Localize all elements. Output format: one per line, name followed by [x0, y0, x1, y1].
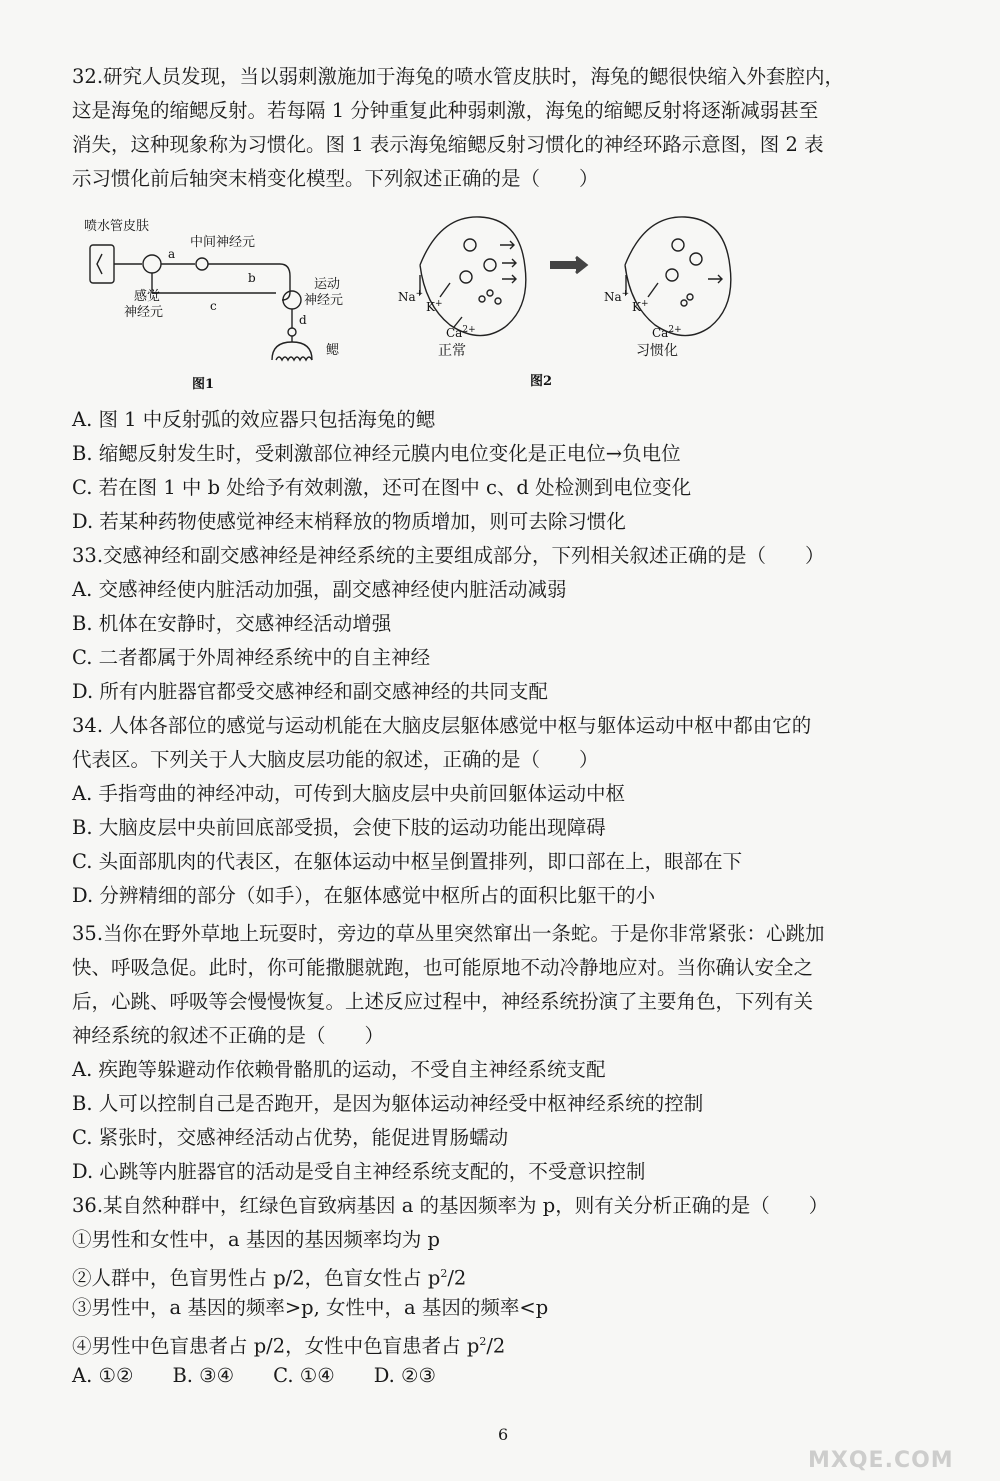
label-na-normal: Na+: [398, 289, 424, 304]
figure-1-caption: 图1: [192, 377, 215, 392]
page-number: 6: [498, 1425, 509, 1444]
label-interneuron: 中间神经元: [190, 235, 256, 250]
q32-stem-line-2: 这是海兔的缩鳃反射。若每隔 1 分钟重复此种弱刺激，海兔的缩鳃反射将逐渐减弱甚至: [72, 99, 819, 122]
q35-stem-line-4: 神经系统的叙述不正确的是（ ）: [72, 1024, 385, 1047]
q34-stem-line-1: 34. 人体各部位的感觉与运动机能在大脑皮层躯体感觉中枢与躯体运动中枢中都由它的: [72, 714, 812, 737]
label-gill: 鳃: [326, 343, 340, 358]
q36-statement-1: ①男性和女性中，a 基因的基因频率均为 p: [72, 1228, 441, 1251]
label-motor-2: 神经元: [304, 293, 344, 308]
label-habituation: 习惯化: [636, 343, 678, 359]
label-sensory-2: 神经元: [124, 305, 164, 320]
label-normal: 正常: [438, 343, 466, 359]
q35-option-b: B. 人可以控制自己是否跑开，是因为躯体运动神经受中枢神经系统的控制: [72, 1092, 704, 1115]
q36-statement-2: ②人群中，色盲男性占 p/2，色盲女性占 $p^2/2$: [72, 1266, 467, 1290]
q34-option-a: A. 手指弯曲的神经冲动，可传到大脑皮层中央前回躯体运动中枢: [72, 782, 625, 805]
q36-choices: A. ①② B. ③④ C. ①④ D. ②③: [72, 1364, 437, 1387]
label-ca-habit: $Ca^{2+}$: [652, 325, 682, 340]
interneuron-body: [196, 258, 208, 270]
q35-stem-line-3: 后，心跳、呼吸等会慢慢恢复。上述反应过程中，神经系统扮演了主要角色，下列有关: [72, 990, 814, 1013]
q32-option-d: D. 若某种药物使感觉神经末梢释放的物质增加，则可去除习惯化: [72, 510, 626, 533]
label-k-habit: K+: [632, 299, 649, 314]
q34-stem-line-2: 代表区。下列关于人大脑皮层功能的叙述，正确的是（ ）: [72, 748, 599, 771]
q36-statement-4: ④男性中色盲患者占 p/2，女性中色盲患者占 $p^2/2$: [72, 1334, 506, 1358]
label-a: a: [168, 247, 176, 261]
q35-option-d: D. 心跳等内脏器官的活动是受自主神经系统支配的，不受意识控制: [72, 1160, 646, 1183]
q35-stem-line-1: 35.当你在野外草地上玩耍时，旁边的草丛里突然窜出一条蛇。于是你非常紧张：心跳加: [72, 922, 825, 945]
watermark-text: MXQE.COM: [808, 1448, 954, 1473]
label-c: c: [210, 299, 217, 313]
q33-option-a: A. 交感神经使内脏活动加强，副交感神经使内脏活动减弱: [72, 578, 567, 601]
q33-stem: 33.交感神经和副交感神经是神经系统的主要组成部分，下列相关叙述正确的是（ ）: [72, 544, 825, 567]
figure-2-axon-terminal-model: [390, 205, 950, 395]
q34-option-d: D. 分辨精细的部分（如手），在躯体感觉中枢所占的面积比躯干的小: [72, 884, 656, 907]
label-na-habit: Na+: [604, 289, 630, 304]
skin-box: [90, 245, 114, 283]
label-d: d: [299, 313, 307, 327]
normal-terminal: [420, 217, 526, 336]
q32-stem-line-4: 示习惯化前后轴突末梢变化模型。下列叙述正确的是（ ）: [72, 167, 599, 190]
label-sensory-1: 感觉: [134, 289, 161, 304]
q32-option-c: C. 若在图 1 中 b 处给予有效刺激，还可在图中 c、d 处检测到电位变化: [72, 476, 692, 499]
q34-option-b: B. 大脑皮层中央前回底部受损，会使下肢的运动功能出现障碍: [72, 816, 606, 839]
label-skin: 喷水管皮肤: [84, 219, 150, 234]
q35-option-a: A. 疾跑等躲避动作依赖骨骼肌的运动，不受自主神经系统支配: [72, 1058, 606, 1081]
watermark-logo: [808, 1408, 988, 1478]
figure-2-caption: 图2: [530, 374, 553, 389]
q33-option-c: C. 二者都属于外周神经系统中的自主神经: [72, 646, 431, 669]
q35-stem-line-2: 快、呼吸急促。此时，你可能撒腿就跑，也可能原地不动冷静地应对。当你确认安全之: [72, 956, 814, 979]
label-motor-1: 运动: [314, 277, 341, 292]
q33-option-b: B. 机体在安静时，交感神经活动增强: [72, 612, 392, 635]
q36-stem: 36.某自然种群中，红绿色盲致病基因 a 的基因频率为 p，则有关分析正确的是（ ）: [72, 1194, 829, 1217]
label-k-normal: K+: [426, 299, 443, 314]
q32-option-b: B. 缩鳃反射发生时，受刺激部位神经元膜内电位变化是正电位→负电位: [72, 442, 681, 465]
q35-option-c: C. 紧张时，交感神经活动占优势，能促进胃肠蠕动: [72, 1126, 509, 1149]
label-b: b: [248, 271, 256, 285]
q32-stem-line-3: 消失，这种现象称为习惯化。图 1 表示海兔缩鳃反射习惯化的神经环路示意图，图 2 表: [72, 133, 824, 156]
q34-option-c: C. 头面部肌肉的代表区，在躯体运动中枢呈倒置排列，即口部在上，眼部在下: [72, 850, 743, 873]
figure-1-neural-circuit: [80, 210, 380, 395]
q32-option-a: A. 图 1 中反射弧的效应器只包括海兔的鳃: [72, 408, 436, 431]
q36-statement-3: ③男性中，a 基因的频率>p, 女性中，a 基因的频率<p: [72, 1296, 549, 1319]
label-ca-normal: $Ca^{2+}$: [446, 325, 476, 340]
q32-stem-line-1: 32.研究人员发现，当以弱刺激施加于海兔的喷水管皮肤时，海兔的鳃很快缩入外套腔内，: [72, 65, 845, 88]
sensory-neuron-body: [143, 255, 161, 273]
q33-option-d: D. 所有内脏器官都受交感神经和副交感神经的共同支配: [72, 680, 548, 703]
